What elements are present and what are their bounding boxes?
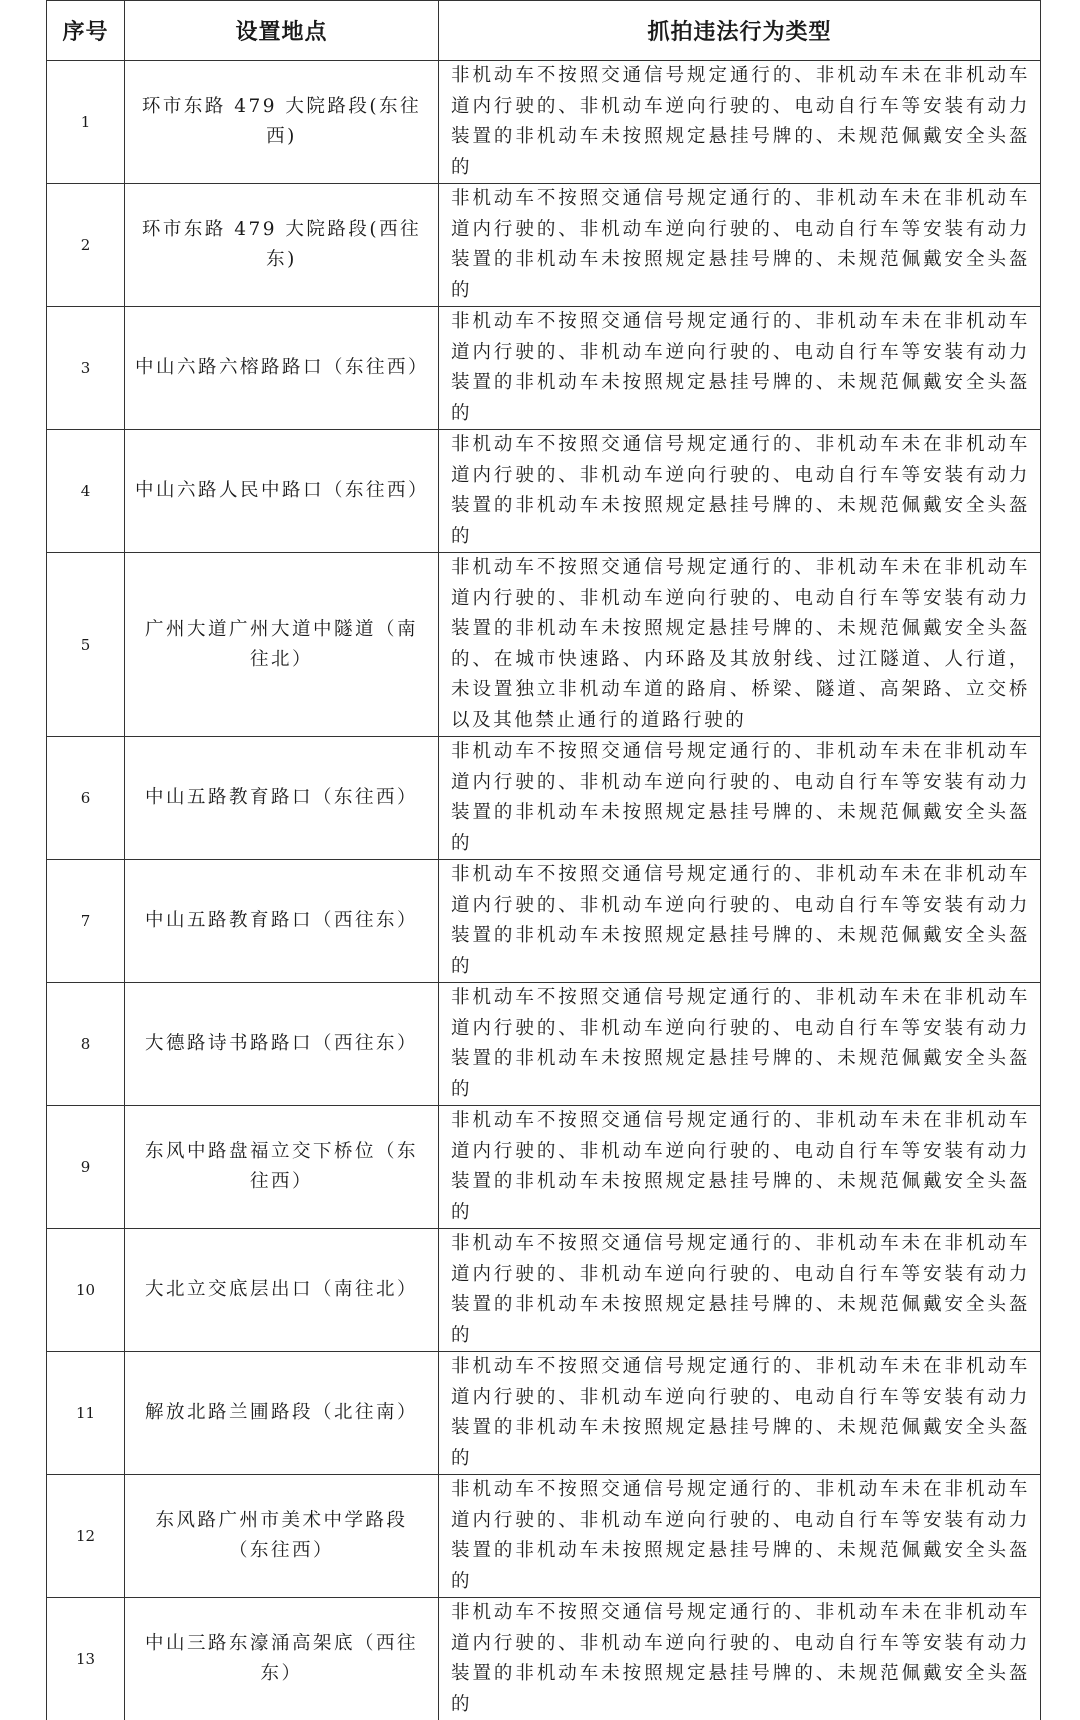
table-row (47, 430, 1041, 553)
row-index: 12 (47, 1475, 125, 1598)
row-location: 中山五路教育路口（西往东） (125, 860, 439, 983)
table-row (47, 1475, 1041, 1598)
row-index: 9 (47, 1106, 125, 1229)
table-row (47, 307, 1041, 430)
table-row (47, 1229, 1041, 1352)
header-behavior: 抓拍违法行为类型 (439, 1, 1041, 61)
header-index: 序号 (47, 1, 125, 61)
row-index: 4 (47, 430, 125, 553)
table-row (47, 553, 1041, 737)
row-location: 中山五路教育路口（东往西） (125, 737, 439, 860)
header-location: 设置地点 (125, 1, 439, 61)
row-index: 5 (47, 553, 125, 737)
table-row (47, 184, 1041, 307)
row-index: 7 (47, 860, 125, 983)
row-behavior: 非机动车不按照交通信号规定通行的、非机动车未在非机动车道内行驶的、非机动车逆向行驶的、电动自行车等安装有动力装置的非机动车未按照规定悬挂号牌的、未规范佩戴安全头盔的 (439, 1352, 1041, 1475)
row-location: 东风路广州市美术中学路段（东往西） (125, 1475, 439, 1598)
camera-location-table (46, 0, 1041, 1720)
row-location: 中山三路东濠涌高架底（西往东） (125, 1598, 439, 1720)
row-index: 1 (47, 61, 125, 184)
row-index: 2 (47, 184, 125, 307)
row-behavior: 非机动车不按照交通信号规定通行的、非机动车未在非机动车道内行驶的、非机动车逆向行驶的、电动自行车等安装有动力装置的非机动车未按照规定悬挂号牌的、未规范佩戴安全头盔的、在城市快速路、内环路及其放射线、过江隧道、人行道，未设置独立非机动车道的路肩、桥梁、隧道、高架路、立交桥以及其他禁止通行的道路行驶的 (439, 553, 1041, 737)
row-location: 大德路诗书路路口（西往东） (125, 983, 439, 1106)
row-behavior: 非机动车不按照交通信号规定通行的、非机动车未在非机动车道内行驶的、非机动车逆向行驶的、电动自行车等安装有动力装置的非机动车未按照规定悬挂号牌的、未规范佩戴安全头盔的 (439, 61, 1041, 184)
row-behavior: 非机动车不按照交通信号规定通行的、非机动车未在非机动车道内行驶的、非机动车逆向行驶的、电动自行车等安装有动力装置的非机动车未按照规定悬挂号牌的、未规范佩戴安全头盔的 (439, 307, 1041, 430)
row-behavior: 非机动车不按照交通信号规定通行的、非机动车未在非机动车道内行驶的、非机动车逆向行驶的、电动自行车等安装有动力装置的非机动车未按照规定悬挂号牌的、未规范佩戴安全头盔的 (439, 1106, 1041, 1229)
table-row (47, 983, 1041, 1106)
row-location: 东风中路盘福立交下桥位（东往西） (125, 1106, 439, 1229)
row-index: 10 (47, 1229, 125, 1352)
document-page (46, 0, 1040, 1336)
table-row (47, 61, 1041, 184)
row-location: 解放北路兰圃路段（北往南） (125, 1352, 439, 1475)
row-location: 环市东路 479 大院路段(西往东) (125, 184, 439, 307)
row-behavior: 非机动车不按照交通信号规定通行的、非机动车未在非机动车道内行驶的、非机动车逆向行驶的、电动自行车等安装有动力装置的非机动车未按照规定悬挂号牌的、未规范佩戴安全头盔的 (439, 184, 1041, 307)
row-index: 11 (47, 1352, 125, 1475)
row-index: 8 (47, 983, 125, 1106)
row-location: 中山六路六榕路路口（东往西） (125, 307, 439, 430)
row-behavior: 非机动车不按照交通信号规定通行的、非机动车未在非机动车道内行驶的、非机动车逆向行驶的、电动自行车等安装有动力装置的非机动车未按照规定悬挂号牌的、未规范佩戴安全头盔的 (439, 860, 1041, 983)
table-row (47, 737, 1041, 860)
row-behavior: 非机动车不按照交通信号规定通行的、非机动车未在非机动车道内行驶的、非机动车逆向行驶的、电动自行车等安装有动力装置的非机动车未按照规定悬挂号牌的、未规范佩戴安全头盔的 (439, 983, 1041, 1106)
row-location: 大北立交底层出口（南往北） (125, 1229, 439, 1352)
table-header-row (47, 1, 1041, 61)
row-index: 13 (47, 1598, 125, 1720)
row-location: 中山六路人民中路口（东往西） (125, 430, 439, 553)
row-location: 广州大道广州大道中隧道（南往北） (125, 553, 439, 737)
row-behavior: 非机动车不按照交通信号规定通行的、非机动车未在非机动车道内行驶的、非机动车逆向行驶的、电动自行车等安装有动力装置的非机动车未按照规定悬挂号牌的、未规范佩戴安全头盔的 (439, 430, 1041, 553)
row-behavior: 非机动车不按照交通信号规定通行的、非机动车未在非机动车道内行驶的、非机动车逆向行驶的、电动自行车等安装有动力装置的非机动车未按照规定悬挂号牌的、未规范佩戴安全头盔的 (439, 1598, 1041, 1720)
table-row (47, 1352, 1041, 1475)
row-behavior: 非机动车不按照交通信号规定通行的、非机动车未在非机动车道内行驶的、非机动车逆向行驶的、电动自行车等安装有动力装置的非机动车未按照规定悬挂号牌的、未规范佩戴安全头盔的 (439, 737, 1041, 860)
row-index: 6 (47, 737, 125, 860)
row-index: 3 (47, 307, 125, 430)
row-behavior: 非机动车不按照交通信号规定通行的、非机动车未在非机动车道内行驶的、非机动车逆向行驶的、电动自行车等安装有动力装置的非机动车未按照规定悬挂号牌的、未规范佩戴安全头盔的 (439, 1229, 1041, 1352)
table-row (47, 860, 1041, 983)
table-row (47, 1106, 1041, 1229)
table-row (47, 1598, 1041, 1720)
row-behavior: 非机动车不按照交通信号规定通行的、非机动车未在非机动车道内行驶的、非机动车逆向行驶的、电动自行车等安装有动力装置的非机动车未按照规定悬挂号牌的、未规范佩戴安全头盔的 (439, 1475, 1041, 1598)
row-location: 环市东路 479 大院路段(东往西) (125, 61, 439, 184)
